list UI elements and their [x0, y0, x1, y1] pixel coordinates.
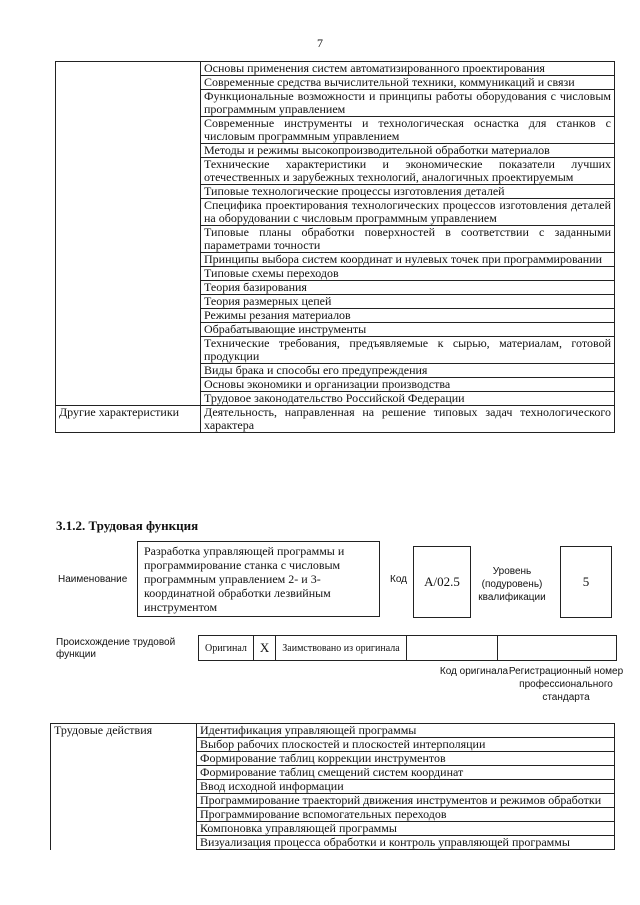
origin-label: Происхождение трудовой функции — [56, 637, 176, 660]
knowledge-item: Специфика проектирования технологических процессов изготовления деталей на оборудовании с числовым программным управлением — [201, 199, 615, 226]
qualification-level-field: 5 — [560, 546, 612, 618]
original-label: Оригинал — [199, 636, 254, 661]
code-origin-cell — [406, 636, 497, 661]
code-label: Код — [390, 574, 408, 585]
knowledge-item: Технические характеристики и экономические показатели лучших отечественных и зарубежных технологий, аналогичных проектируемым — [201, 158, 615, 185]
labor-action-item: Программирование траекторий движения инструментов и режимов обработки — [197, 794, 615, 808]
labor-action-item: Программирование вспомогательных переходов — [197, 808, 615, 822]
function-code-field: А/02.5 — [413, 546, 471, 618]
knowledge-item: Типовые планы обработки поверхностей в соответствии с заданными параметрами точности — [201, 226, 615, 253]
origin-table — [198, 635, 617, 661]
other-characteristics-label: Другие характеристики — [56, 406, 201, 433]
knowledge-item: Современные инструменты и технологическая оснастка для станков с числовым программным управлением — [201, 117, 615, 144]
qualification-level-label: Уровень (подуровень) квалификации — [478, 566, 546, 603]
other-characteristics-row — [56, 406, 615, 433]
labor-action-item: Ввод исходной информации — [197, 780, 615, 794]
labor-action-item: Формирование таблиц смещений систем координат — [197, 766, 615, 780]
borrowed-label: Заимствовано из оригинала — [276, 636, 406, 661]
knowledge-item: Трудовое законодательство Российской Федерации — [201, 392, 615, 406]
labor-action-item: Формирование таблиц коррекции инструментов — [197, 752, 615, 766]
page-number: 7 — [317, 36, 323, 50]
knowledge-item: Теория размерных цепей — [201, 295, 615, 309]
knowledge-item: Обрабатывающие инструменты — [201, 323, 615, 337]
function-name-field: Разработка управляющей программы и программирование станка с числовым программным управлением 2- и 3-координатной обработки лезвийным инструментом — [137, 541, 380, 617]
labor-action-item: Компоновка управляющей программы — [197, 822, 615, 836]
knowledge-item: Виды брака и способы его предупреждения — [201, 364, 615, 378]
labor-actions-label: Трудовые действия — [51, 724, 197, 850]
knowledge-label-cell — [56, 62, 201, 406]
knowledge-item: Современные средства вычислительной техники, коммуникаций и связи — [201, 76, 615, 90]
labor-action-item: Визуализация процесса обработки и контроль управляющей программы — [197, 836, 615, 850]
reg-number-cell — [497, 636, 616, 661]
labor-action-item: Выбор рабочих плоскостей и плоскостей интерполяции — [197, 738, 615, 752]
knowledge-row — [56, 62, 615, 76]
code-origin-caption: Код оригинала — [439, 666, 509, 677]
knowledge-item: Теория базирования — [201, 281, 615, 295]
knowledge-item: Типовые технологические процессы изготовления деталей — [201, 185, 615, 199]
other-characteristics-value: Деятельность, направленная на решение типовых задач технологического характера — [201, 406, 615, 433]
knowledge-item: Технические требования, предъявляемые к сырью, материалам, готовой продукции — [201, 337, 615, 364]
labor-action-item: Идентификация управляющей программы — [197, 724, 615, 738]
labor-actions-table — [50, 723, 615, 850]
knowledge-item: Основы экономики и организации производства — [201, 378, 615, 392]
labor-action-row — [51, 724, 615, 738]
knowledge-table — [55, 61, 615, 433]
knowledge-item: Методы и режимы высокопроизводительной обработки материалов — [201, 144, 615, 158]
knowledge-item: Режимы резания материалов — [201, 309, 615, 323]
name-label: Наименование — [58, 574, 128, 585]
reg-number-caption: Регистрационный номер профессионального стандарта — [508, 666, 624, 703]
knowledge-item: Типовые схемы переходов — [201, 267, 615, 281]
knowledge-item: Основы применения систем автоматизированного проектирования — [201, 62, 615, 76]
knowledge-item: Функциональные возможности и принципы работы оборудования с числовым программным управлением — [201, 90, 615, 117]
knowledge-item: Принципы выбора систем координат и нулевых точек при программировании — [201, 253, 615, 267]
original-mark: X — [253, 636, 275, 661]
section-title: 3.1.2. Трудовая функция — [56, 518, 199, 533]
